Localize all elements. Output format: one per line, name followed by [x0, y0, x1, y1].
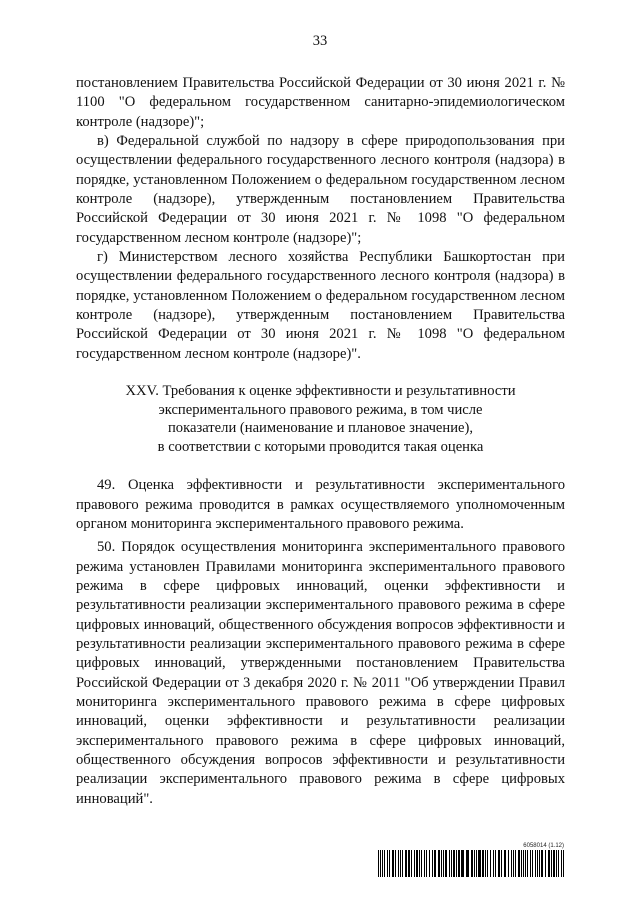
section-heading-line: показатели (наименование и плановое значение), [167, 420, 474, 437]
barcode-icon [378, 850, 566, 877]
paragraph-49: 49. Оценка эффективности и результативности экспериментального правового режима проводится в рамках осуществляемого уполномоченным органом мониторинга экспериментального правового режима. [76, 477, 565, 532]
paragraph-item-v: в) Федеральной службой по надзору в сфере природопользования при осуществлении федерального государственного лесного контроля (надзора) в порядке, установленном Положением о федеральном государственном лесном контроле (надзоре), утвержденным постановлением Правительства Российской Федерации от 30 июня 2021 г. № 1098 "О федеральном государственном лесном контроле (надзоре)"; [76, 133, 565, 246]
section-heading-line: в соответствии с которыми проводится такая оценка [157, 438, 484, 455]
barcode-caption: 6058014 (1.12) [523, 843, 564, 849]
section-heading-line: XXV. Требования к оценке эффективности и результативности [125, 383, 516, 400]
paragraph-item-g: г) Министерством лесного хозяйства Республики Башкортостан при осуществлении федерального государственного лесного контроля (надзора) в порядке, установленном Положением о федеральном государственном лесном контроле (надзоре), утвержденным постановлением Правительства Российской Федерации от 30 июня 2021 г. № 1098 "О федеральном государственном лесном контроле (надзоре)". [76, 249, 565, 362]
paragraph-continuation: постановлением Правительства Российской Федерации от 30 июня 2021 г. № 1100 "О федеральном государственном санитарно-эпидемиологическом контроле (надзоре)"; [76, 75, 565, 130]
paragraph-50: 50. Порядок осуществления мониторинга экспериментального правового режима установлен Правилами мониторинга экспериментального правового режима в сфере цифровых инноваций, оценки эффективности и результативности реализации экспериментального правового режима в сфере цифровых инноваций, общественного обсуждения вопросов эффективности и результативности реализации экспериментального правового режима в сфере цифровых инноваций, утвержденными постановлением Правительства Российской Федерации от 3 декабря 2020 г. № 2011 "Об утверждении Правил мониторинга экспериментального правового режима в сфере цифровых инноваций, оценки эффективности и результативности реализации экспериментального правового режима в сфере цифровых инноваций, общественного обсуждения вопросов эффективности и результативности реализации экспериментального правового режима в сфере цифровых инноваций". [76, 539, 565, 807]
section-heading-line: экспериментального правового режима, в том числе [158, 401, 483, 418]
section-heading [76, 382, 565, 456]
document-body [76, 74, 565, 809]
page-number: 33 [312, 33, 328, 49]
